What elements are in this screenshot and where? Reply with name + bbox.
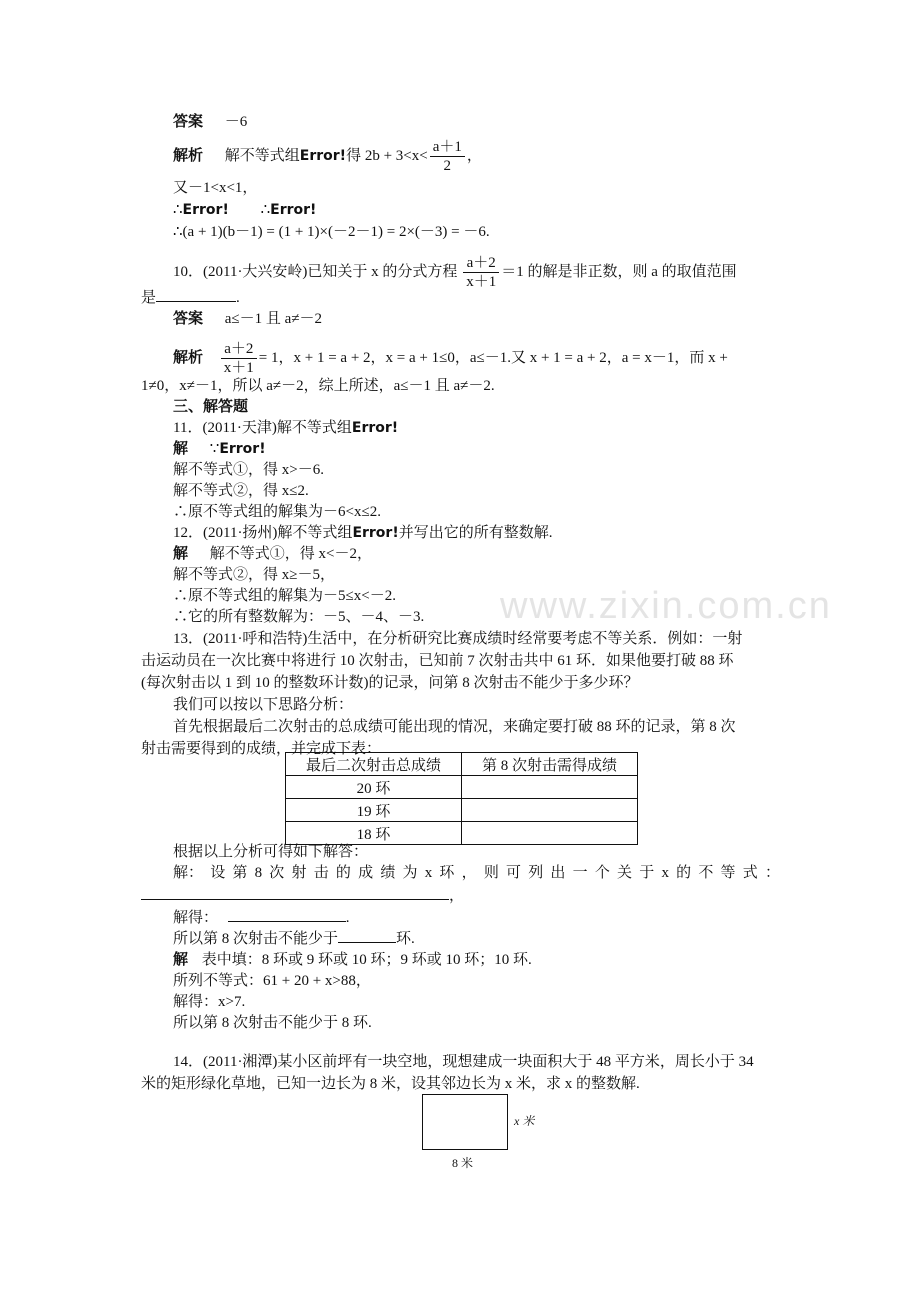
analysis-text: = 1，x + 1 = a + 2，x = a + 1≤0，a≤－1.又 x + 1 = a + 2，a = x－1，而 x + [258, 349, 728, 366]
word: 设 [210, 865, 226, 881]
watermark: www.zixin.com.cn [500, 585, 832, 627]
q12-line1: 解不等式①，得 x<－2， [209, 546, 372, 562]
q10-analysis-line2: 1≠0，x≠－1，所以 a≠－2，综上所述，a≤－1 且 a≠－2. [141, 378, 495, 394]
q11-solution [173, 439, 266, 459]
q13-solution-line1: 表中填：8 环或 9 环或 10 环；9 环或 10 环；10 环. [201, 952, 532, 968]
q10-line2-end: . [236, 290, 240, 306]
fraction-numerator: a＋2 [463, 254, 499, 273]
q13-solution [173, 950, 532, 970]
q10-prefix: 10．(2011·大兴安岭)已知关于 x 的分式方程 [173, 263, 458, 280]
word: 一 [572, 865, 588, 881]
word: 不 [698, 865, 714, 881]
q10-analysis [173, 340, 728, 377]
q12-title-text: 12．(2011·扬州)解不等式组 [173, 525, 353, 541]
fraction [463, 254, 499, 291]
q13-para3: (每次射击以 1 到 10 的整数环计数)的记录，问第 8 次射击不能少于多少环？ [141, 675, 639, 691]
q10-line2 [141, 287, 240, 308]
fraction-denominator: x＋1 [466, 274, 497, 290]
q10-answer [173, 309, 322, 329]
q13-para11-end: 环. [396, 931, 415, 947]
word: 于 [639, 865, 655, 881]
answer-label: 答案 [173, 114, 204, 130]
table-header-row [286, 753, 638, 776]
q11-line3: ∴原不等式组的解集为－6<x≤2. [173, 504, 381, 520]
because: ∵ [209, 441, 220, 457]
q9-analysis [173, 138, 482, 175]
q13-para10-end: . [345, 910, 350, 926]
word: ， [461, 865, 477, 881]
q13-para9 [141, 885, 464, 906]
therefore: ∴ [260, 202, 271, 218]
word: 式 [742, 865, 758, 881]
q13-para11 [173, 928, 415, 949]
word: 8 [254, 865, 263, 881]
word: 绩 [380, 865, 396, 881]
q9-answer [173, 112, 247, 132]
q12-line4: ∴它的所有整数解为：－5、－4、－3. [173, 609, 425, 625]
answer-label: 答案 [173, 311, 204, 327]
q13-para7: 根据以上分析可得如下解答： [173, 844, 369, 860]
fraction-denominator: x＋1 [223, 360, 254, 376]
word: 解： [173, 865, 204, 881]
q13-solution-line4: 所以第 8 次射击不能少于 8 环. [173, 1015, 372, 1031]
word: 次 [269, 865, 285, 881]
word: 第 [232, 865, 248, 881]
table-cell [462, 799, 638, 822]
error-text: Error! [351, 420, 399, 436]
word: 的 [676, 865, 692, 881]
word: 为 [402, 865, 418, 881]
word: 环 [439, 865, 455, 881]
table-cell: 18 环 [286, 822, 462, 845]
q14-line2: 米的矩形绿化草地，已知一边长为 8 米，设其邻边长为 x 米，求 x 的整数解. [141, 1076, 640, 1092]
word: 可 [506, 865, 522, 881]
q10-suffix: ＝1 的解是非正数，则 a 的取值范围 [501, 263, 737, 280]
error-text: Error! [270, 202, 317, 218]
q13-para1: 13．(2011·呼和浩特)生活中，在分析研究比赛成绩时经常要考虑不等关系．例如：一射 [173, 631, 743, 647]
table-cell [462, 776, 638, 799]
word: x [424, 865, 433, 881]
q11-title-text: 11．(2011·天津)解不等式组 [173, 420, 352, 436]
word: 成 [358, 865, 374, 881]
figure-side-label: x 米 [514, 1114, 535, 1128]
figure-bottom-label: 8 米 [452, 1156, 474, 1170]
table-row [286, 776, 638, 799]
word: 则 [483, 865, 499, 881]
q13-para11-text: 所以第 8 次射击不能少于 [173, 931, 339, 947]
table-row [286, 799, 638, 822]
q13-para8 [173, 863, 780, 883]
solution-label: 解 [173, 952, 189, 968]
q12-title-end: 并写出它的所有整数解. [398, 525, 553, 541]
fraction [430, 138, 465, 175]
section-heading: 三、解答题 [173, 399, 249, 415]
word: x [661, 865, 669, 881]
analysis-get: 得 2b + 3<x< [346, 147, 428, 164]
word: 射 [291, 865, 307, 881]
fraction-numerator: a＋2 [221, 340, 257, 359]
q13-para2: 击运动员在一次比赛中将进行 10 次射击，已知前 7 次射击共中 61 环．如果他要打破 88 环 [141, 653, 734, 669]
q12-title [173, 523, 552, 543]
word: 的 [335, 865, 351, 881]
error-text: Error! [299, 147, 347, 164]
fraction [221, 340, 257, 377]
table-cell [462, 822, 638, 845]
q12-line2: 解不等式②，得 x≥－5， [173, 567, 335, 583]
q13-para10 [173, 907, 350, 928]
solution-label: 解 [173, 441, 189, 457]
answer-value: －6 [224, 114, 248, 130]
q9-line2: 又－1<x<1， [173, 180, 258, 196]
q10-question [173, 254, 737, 291]
q9-line4: ∴(a + 1)(b－1) = (1 + 1)×(－2－1) = 2×(－3) = －6. [173, 224, 490, 240]
answer-blank [338, 928, 396, 943]
comma: ， [466, 147, 482, 164]
q10-line2-text: 是 [141, 290, 157, 306]
q9-line3 [173, 200, 316, 220]
analysis-text: 解不等式组 [224, 147, 300, 164]
error-text: Error! [352, 525, 399, 541]
therefore: ∴ [173, 202, 183, 218]
answer-blank [156, 287, 236, 302]
q11-line2: 解不等式②，得 x≤2. [173, 483, 309, 499]
score-table [285, 752, 638, 845]
answer-value: a≤－1 且 a≠－2 [224, 311, 323, 327]
answer-blank [141, 885, 449, 900]
error-text: Error! [182, 202, 229, 218]
fraction-numerator: a＋1 [430, 138, 465, 157]
analysis-label: 解析 [173, 349, 204, 366]
table-header: 最后二次射击总成绩 [286, 753, 462, 776]
word: 列 [528, 865, 544, 881]
table-header: 第 8 次射击需得成绩 [462, 753, 638, 776]
fraction-denominator: 2 [443, 158, 452, 174]
q14-line1: 14．(2011·湘潭)某小区前坪有一块空地，现想建成一块面积大于 48 平方米，周长小于 34 [173, 1054, 754, 1070]
word: 等 [720, 865, 736, 881]
table-cell: 19 环 [286, 799, 462, 822]
table-cell: 20 环 [286, 776, 462, 799]
word: 关 [617, 865, 633, 881]
rectangle-figure [422, 1094, 508, 1150]
q13-solution-line2: 所列不等式：61 + 20 + x>88， [173, 973, 371, 989]
analysis-label: 解析 [173, 147, 204, 164]
error-text: Error! [219, 441, 266, 457]
q12-solution [173, 544, 372, 564]
q11-title [173, 418, 398, 438]
q11-line1: 解不等式①，得 x>－6. [173, 462, 324, 478]
q13-para10-text: 解得： [173, 910, 219, 926]
word: 击 [313, 865, 329, 881]
answer-blank [228, 907, 346, 922]
q13-para5: 首先根据最后二次射击的总成绩可能出现的情况，来确定要打破 88 环的记录，第 8 次 [173, 719, 736, 735]
word: ： [764, 865, 780, 881]
q13-para4: 我们可以按以下思路分析： [173, 697, 354, 713]
q12-line3: ∴原不等式组的解集为－5≤x<－2. [173, 588, 396, 604]
solution-label: 解 [173, 546, 189, 562]
q13-para6: 射击需要得到的成绩，并完成下表： [141, 741, 382, 757]
word: 个 [594, 865, 610, 881]
q13-solution-line3: 解得：x>7. [173, 994, 246, 1010]
q13-para9-end: ， [449, 888, 465, 904]
word: 出 [550, 865, 566, 881]
